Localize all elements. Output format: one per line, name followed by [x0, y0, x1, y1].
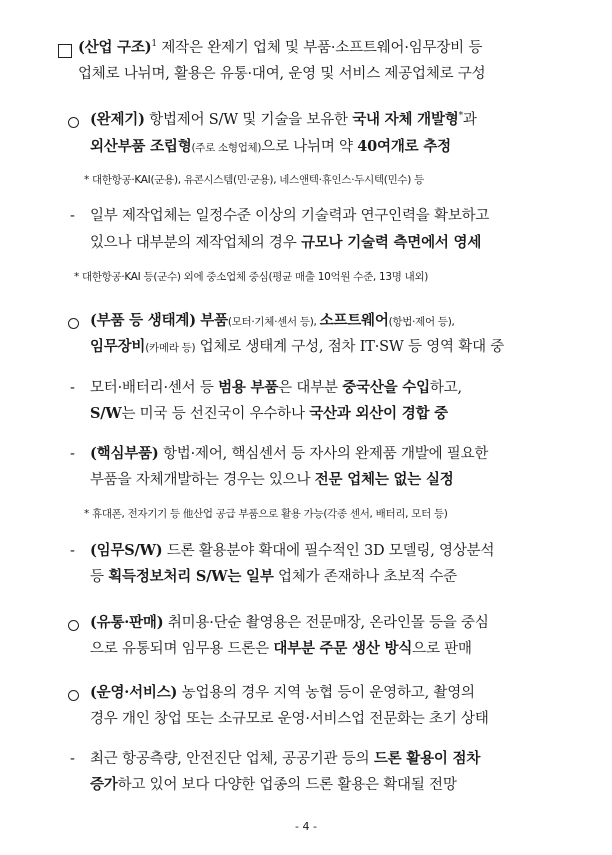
d3-note: * 휴대폰, 전자기기 등 他산업 공급 부품으로 활용 가능(각종 센서, 배터리, 모터 등): [84, 508, 448, 520]
section-line-1: [78, 38, 482, 58]
d4-line-1: (임무S/W) 드론 활용분야 확대에 필수적인 3D 모델링, 영상분석: [90, 542, 495, 559]
dash-bullet: -: [70, 208, 75, 224]
circle-bullet-icon: [68, 318, 79, 329]
d2-line-2: S/W는 미국 등 선진국이 우수하나 국산과 외산이 경합 중: [90, 405, 448, 422]
section-text-1: 제작은 완제기 업체 및 부품·소프트웨어·임무장비 등: [161, 40, 483, 56]
dash-bullet: -: [70, 543, 75, 559]
square-bullet-icon: [58, 44, 72, 58]
dash-bullet: -: [70, 751, 75, 767]
dash-bullet: -: [70, 446, 75, 462]
d2-line-1: 모터·배터리·센서 등 범용 부품은 대부분 중국산을 수입하고,: [90, 379, 462, 396]
c1-line-1: (완제기) 항법제어 S/W 및 기술을 보유한 국내 자체 개발형*과: [90, 111, 477, 128]
d1-note: * 대한항공·KAI 등(군수) 외에 중소업체 중심(평균 매출 10억원 수준, 13명 내외): [74, 271, 429, 283]
d1-line-1: 일부 제작업체는 일정수준 이상의 기술력과 연구인력을 확보하고: [90, 208, 490, 224]
circle-bullet-icon: [68, 117, 79, 128]
d1-line-2: 있으나 대부분의 제작업체의 경우 규모나 기술력 측면에서 영세: [90, 234, 482, 251]
c4-line-1: (운영·서비스) 농업용의 경우 지역 농협 등이 운영하고, 촬영의: [90, 684, 475, 701]
c1-line-2: 외산부품 조립형(주로 소형업체)으로 나뉘며 약 40여개로 추정: [90, 138, 451, 155]
d4-line-2: 등 획득정보처리 S/W는 일부 업체가 존재하나 초보적 수준: [90, 568, 457, 585]
section-label: (산업 구조): [78, 39, 152, 56]
d3-line-2: 부품을 자체개발하는 경우는 있으나 전문 업체는 없는 실정: [90, 471, 454, 488]
d5-line-2: 증가하고 있어 보다 다양한 업종의 드론 활용은 확대될 전망: [90, 776, 457, 793]
circle-bullet-icon: [68, 620, 79, 631]
section-line-2: 업체로 나뉘며, 활용은 유통·대여, 운영 및 서비스 제공업체로 구성: [78, 66, 486, 82]
c1-note: * 대한항공·KAI(군용), 유콘시스템(민·군용), 네스앤텍·휴인스·두시텍(민수) 등: [84, 174, 424, 186]
c3-line-1: (유통·판매) 취미용·단순 촬영용은 전문매장, 온라인몰 등을 중심: [90, 614, 489, 631]
c2-line-2: 임무장비(카메라 등) 업체로 생태계 구성, 점차 IT·SW 등 영역 확대 중: [90, 338, 505, 355]
c3-line-2: 으로 유통되며 임무용 드론은 대부분 주문 생산 방식으로 판매: [90, 640, 472, 657]
d3-line-1: (핵심부품) 항법·제어, 핵심센서 등 자사의 완제품 개발에 필요한: [90, 445, 489, 462]
c2-line-1: (부품 등 생태계) 부품(모터·기체·센서 등), 소프트웨어(항법·제어 등),: [90, 312, 455, 329]
page-number: - 4 -: [295, 820, 317, 833]
footnote-marker: 1: [151, 39, 157, 50]
c4-line-2: 경우 개인 창업 또는 소규모로 운영·서비스업 전문화는 초기 상태: [90, 711, 489, 727]
circle-bullet-icon: [68, 690, 79, 701]
d5-line-1: 최근 항공측량, 안전진단 업체, 공공기관 등의 드론 활용이 점차: [90, 750, 481, 767]
dash-bullet: -: [70, 380, 75, 396]
